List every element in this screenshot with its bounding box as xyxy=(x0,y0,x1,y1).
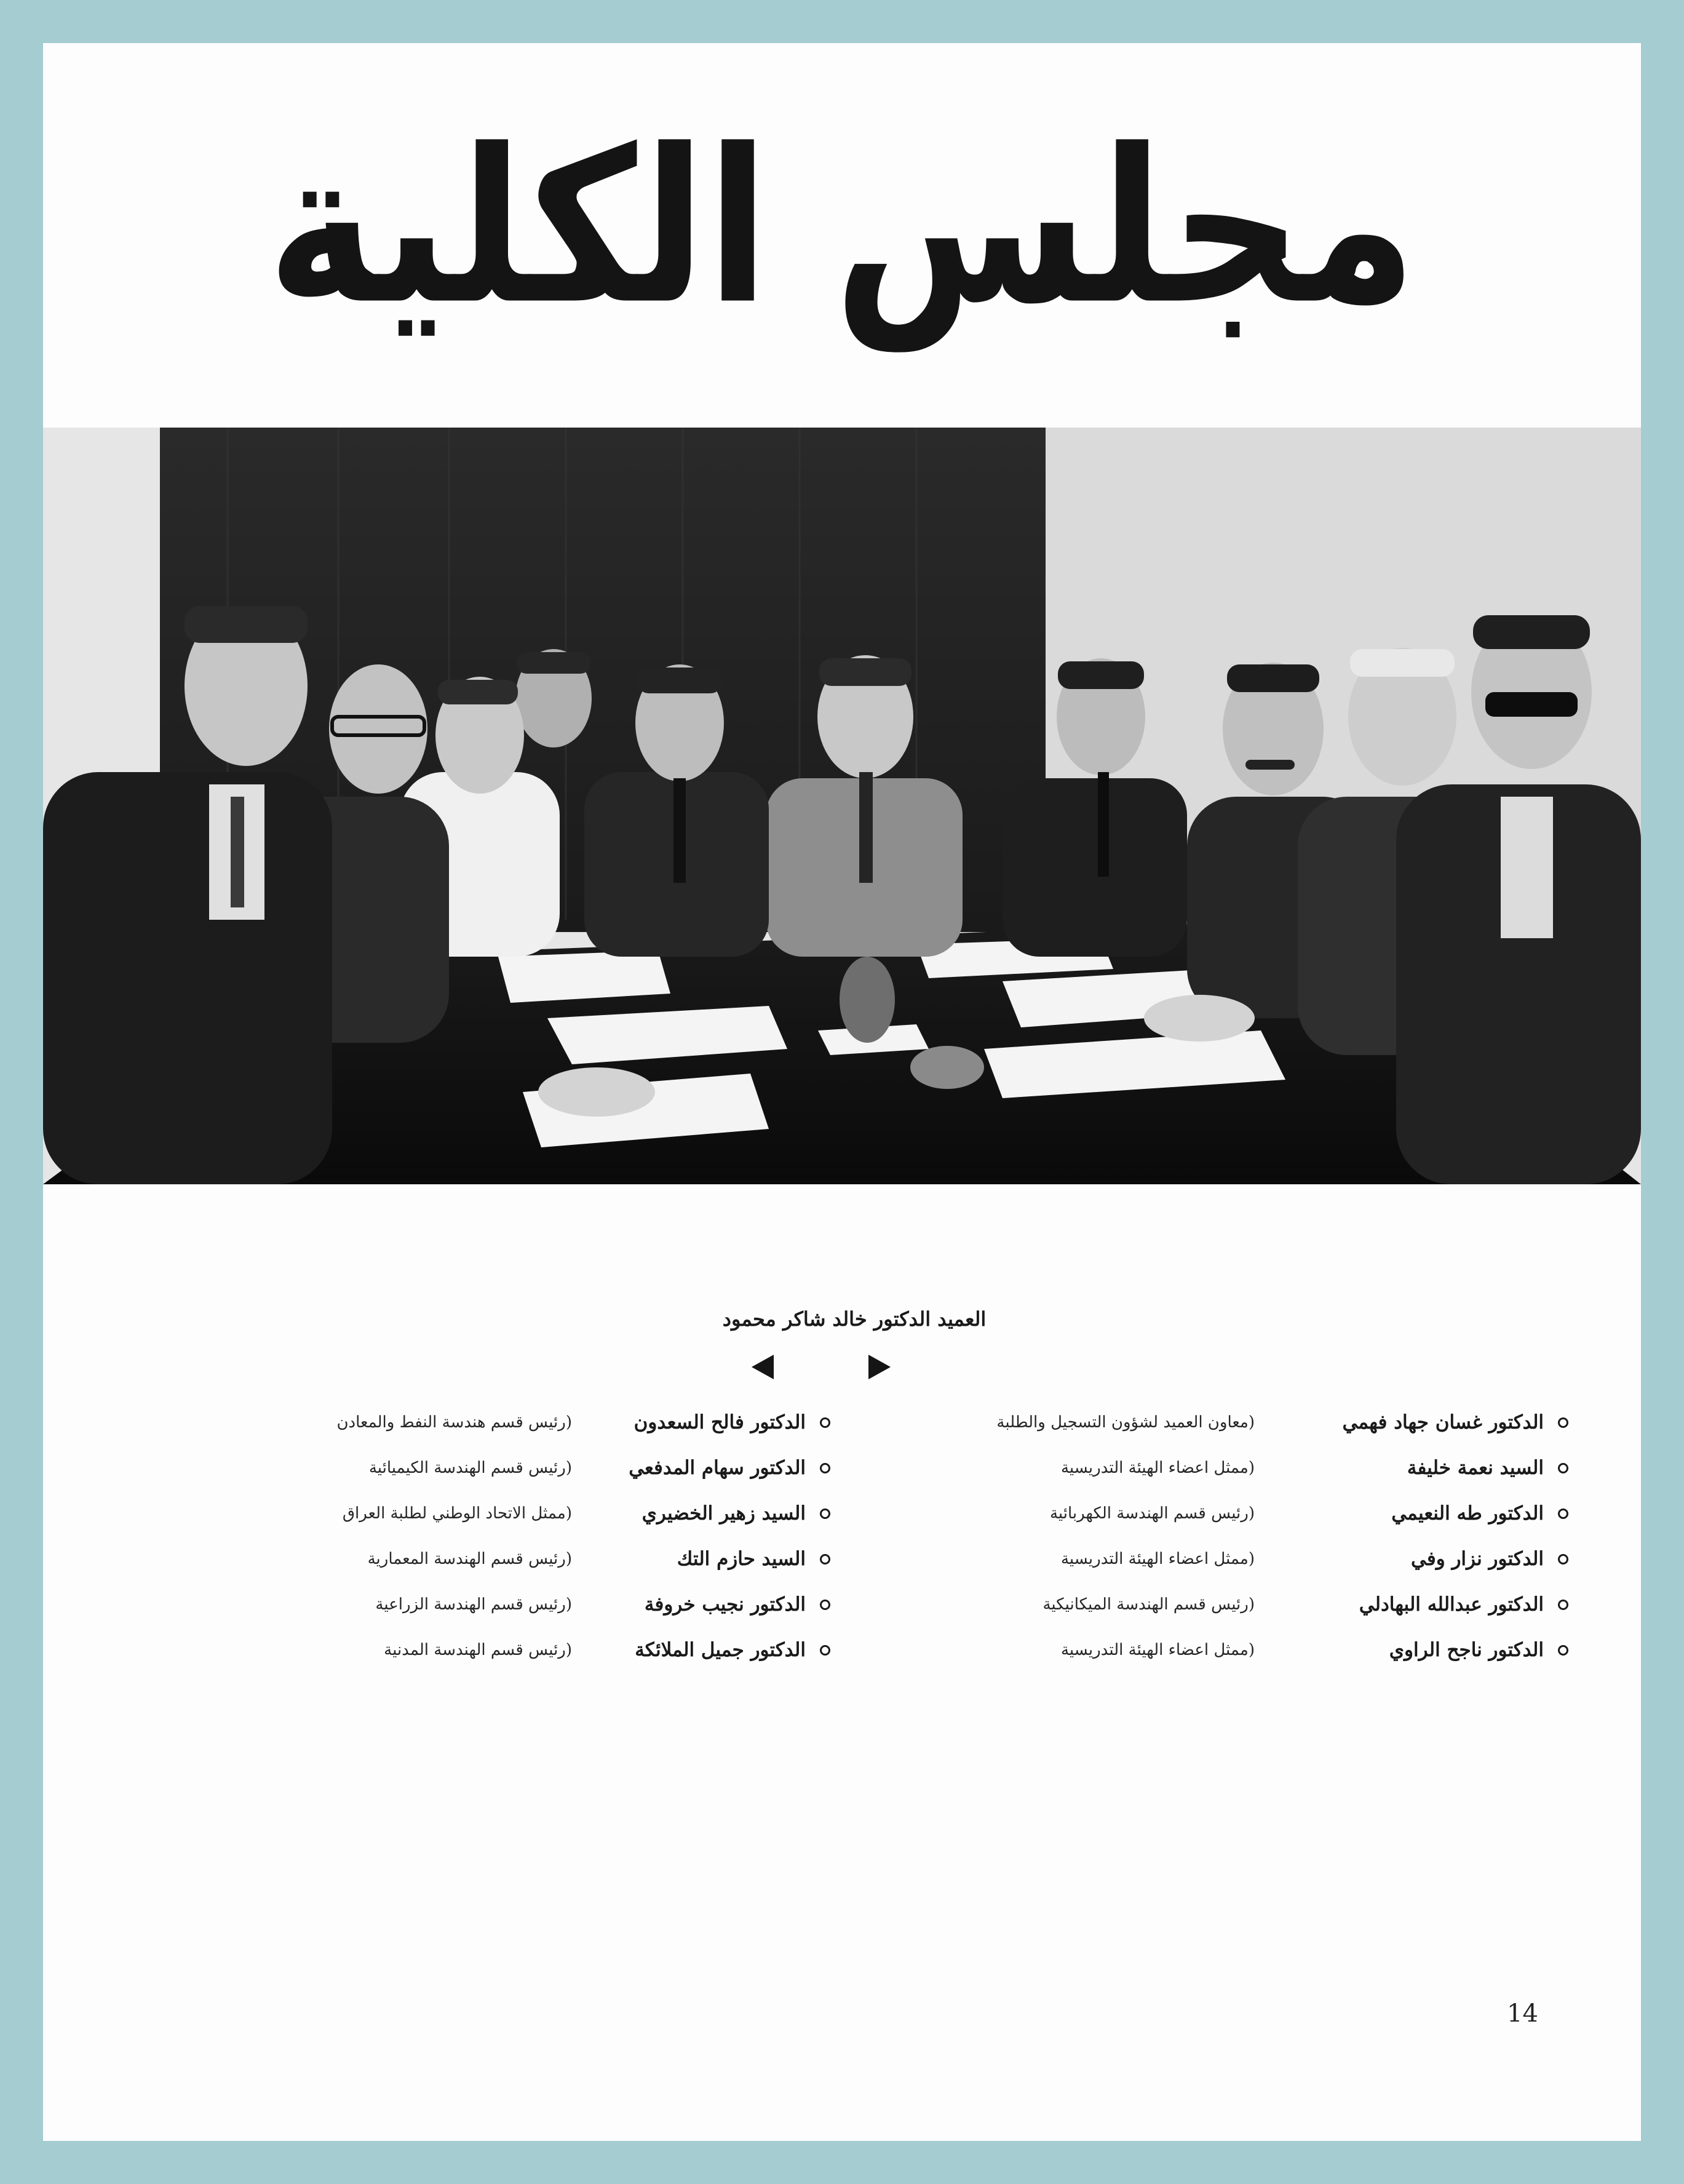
member-role: (رئيس قسم الهندسة المدنية xyxy=(384,1641,572,1659)
member-name: الدكتور جميل الملائكة xyxy=(635,1639,806,1661)
list-item xyxy=(867,1536,1568,1582)
member-role: (معاون العميد لشؤون التسجيل والطلبة xyxy=(996,1413,1255,1432)
bullet-circle-icon xyxy=(1558,1600,1568,1610)
list-item xyxy=(197,1536,830,1582)
member-name: السيد حازم التك xyxy=(677,1548,806,1570)
bullet-circle-icon xyxy=(820,1508,830,1519)
member-role: (رئيس قسم الهندسة الزراعية xyxy=(375,1595,572,1614)
arrow-right-icon xyxy=(868,1355,891,1379)
list-item xyxy=(197,1582,830,1627)
list-item xyxy=(197,1445,830,1491)
bullet-circle-icon xyxy=(820,1645,830,1656)
bullet-circle-icon xyxy=(820,1600,830,1610)
page xyxy=(43,43,1641,2141)
list-item xyxy=(867,1491,1568,1536)
bullet-circle-icon xyxy=(1558,1508,1568,1519)
member-name: الدكتور ناجح الراوي xyxy=(1389,1639,1544,1661)
member-name: السيد زهير الخضيري xyxy=(641,1502,806,1524)
list-item xyxy=(867,1445,1568,1491)
member-role: (رئيس قسم الهندسة الكيميائية xyxy=(368,1459,572,1477)
list-item xyxy=(197,1491,830,1536)
member-name: الدكتور طه النعيمي xyxy=(1391,1502,1544,1524)
member-name: الدكتور نجيب خروفة xyxy=(644,1593,806,1616)
members-left-column xyxy=(197,1400,830,1673)
dean-name: العميد الدكتور خالد شاكر محمود xyxy=(722,1307,987,1331)
member-role: (ممثل اعضاء الهيئة التدريسية xyxy=(1060,1459,1255,1477)
member-role: (ممثل اعضاء الهيئة التدريسية xyxy=(1060,1550,1255,1568)
member-name: الدكتور عبدالله البهادلي xyxy=(1359,1593,1544,1616)
member-name: الدكتور فالح السعدون xyxy=(633,1411,806,1433)
arrow-left-icon xyxy=(752,1355,774,1379)
member-name: السيد نعمة خليفة xyxy=(1407,1457,1544,1479)
list-item xyxy=(197,1627,830,1673)
member-role: (رئيس قسم الهندسة الميكانيكية xyxy=(1043,1595,1255,1614)
group-photo xyxy=(43,428,1641,1184)
bullet-circle-icon xyxy=(820,1417,830,1428)
dean-caption xyxy=(43,1307,1641,1331)
member-name: الدكتور نزار وفي xyxy=(1411,1548,1544,1570)
list-item xyxy=(197,1400,830,1445)
page-number: 14 xyxy=(1507,1999,1538,2028)
bullet-circle-icon xyxy=(1558,1554,1568,1564)
member-name: الدكتور سهام المدفعي xyxy=(629,1457,806,1479)
page-title: مجلس الكلية xyxy=(267,103,1417,351)
member-role: (رئيس قسم الهندسة الكهربائية xyxy=(1049,1504,1255,1523)
bullet-circle-icon xyxy=(1558,1463,1568,1473)
member-role: (ممثل الاتحاد الوطني لطلبة العراق xyxy=(342,1504,572,1523)
member-role: (رئيس قسم الهندسة المعمارية xyxy=(367,1550,572,1568)
bullet-circle-icon xyxy=(820,1554,830,1564)
bullet-circle-icon xyxy=(1558,1417,1568,1428)
list-item xyxy=(867,1582,1568,1627)
bullet-circle-icon xyxy=(1558,1645,1568,1656)
bullet-circle-icon xyxy=(820,1463,830,1473)
member-role: (ممثل اعضاء الهيئة التدريسية xyxy=(1060,1641,1255,1659)
members-right-column xyxy=(867,1400,1568,1673)
member-name: الدكتور غسان جهاد فهمي xyxy=(1342,1411,1544,1433)
member-role: (رئيس قسم هندسة النفط والمعادن xyxy=(336,1413,572,1432)
list-item xyxy=(867,1400,1568,1445)
list-item xyxy=(867,1627,1568,1673)
